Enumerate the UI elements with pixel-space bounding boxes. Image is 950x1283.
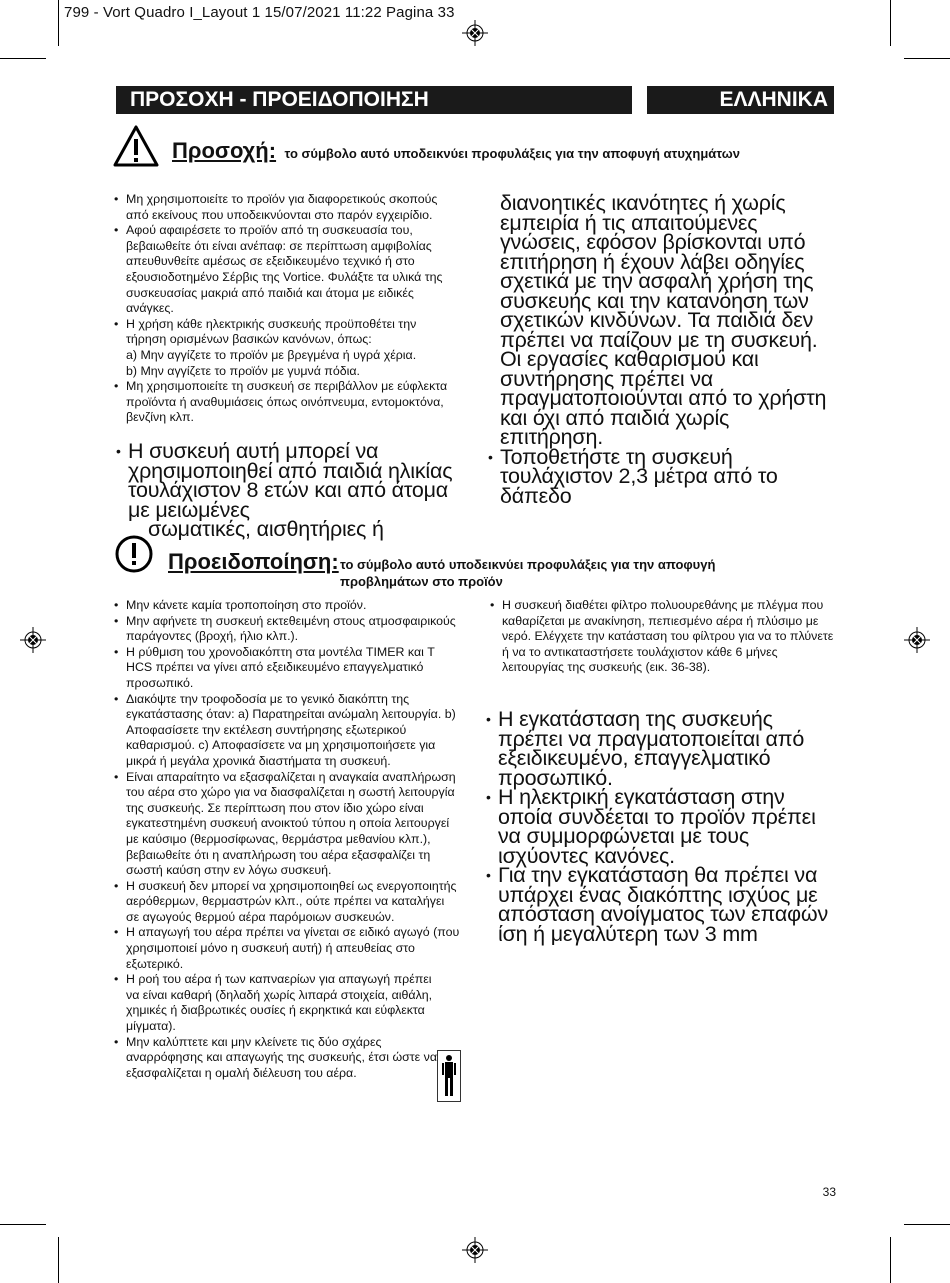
crop-mark: [58, 1237, 59, 1283]
section-banner-left: [116, 86, 632, 114]
crop-mark: [890, 1237, 891, 1283]
list-item: • Η απαγωγή του αέρα πρέπει να γίνεται σε ειδικό αγωγό (που χρησιμοποιεί μόνο η συσκευή αυτή) ή απευθείας στο εξωτερικό.: [114, 925, 460, 971]
list-item: • Η συσκευή δεν μπορεί να χρησιμοποιηθεί ως ενεργοποιητής αερόθερμων, θερμαστρών κλπ., ούτε πρέπει να καταλήγει σε αγωγούς θερμού αέρα παρόμοιων συσκευών.: [114, 878, 457, 924]
big-left-tail: σωματικές, αισθητήριες ή: [148, 517, 384, 541]
list-item: • Για την εγκατάσταση θα πρέπει να υπάρχει ένας διακόπτης ισχύος με απόσταση ανοίγματος των επαφών ίση ή μεγαλύτερη των 3 mm: [486, 863, 828, 946]
registration-mark-icon: [462, 1237, 488, 1263]
caution-big-left: [114, 439, 460, 541]
warning-list: [114, 598, 460, 1081]
list-item: • Η συσκευή αυτή μπορεί να χρησιμοποιηθεί από παιδιά ηλικίας τουλάχιστον 8 ετών και από άτομα με μειωμένες: [116, 439, 453, 522]
caution-triangle-icon: [113, 124, 159, 168]
crop-mark: [904, 1224, 950, 1225]
crop-mark: [890, 0, 891, 46]
list-item: • Μην καλύπτετε και μην κλείνετε τις δύο σχάρες αναρρόφησης και απαγωγής της συσκευής, έτσι ώστε να εξασφαλίζεται η ομαλή διέλευση του αέρα.: [114, 1034, 437, 1080]
language-label: ΕΛΛΗΝΙΚΑ: [719, 88, 828, 111]
list-item: • Η συσκευή διαθέτει φίλτρο πολυουρεθάνης με πλέγμα που καθαρίζεται με ανακίνηση, πεπιεσμένο αέρα ή πλύσιμο με νερό. Ελέγχετε την κατάσταση του φίλτρου για να το πλύνετε ή να το αντικαταστήσετε τουλάχιστον κάθε 6 μήνες λειτουργίας της συσκευής (εικ. 36-38).: [490, 598, 834, 675]
list-item: • Είναι απαραίτητο να εξασφαλίζεται η αναγκαία αναπλήρωση του αέρα στο χώρο για να διασφαλίζεται η σωστή λειτουργία της συσκευής. Σε περίπτωση που στον ίδιο χώρο είναι εγκατεστημένη συσκευή ανοικτού τύπου η οποία λειτουργεί με καύσιμο (θερμοσίφωνας, θερμάστρα μεθανίου κλπ.), βεβαιωθείτε ότι η αναπλήρωση του αέρα εξασφαλίζει τη σωστή καύση στην εν λόγω συσκευή.: [114, 769, 456, 878]
crop-mark: [58, 0, 59, 46]
caution-big-right: [486, 191, 832, 508]
printer-slug: 799 - Vort Quadro I_Layout 1 15/07/2021 11:22 Pagina 33: [64, 4, 455, 21]
list-item: • Η ηλεκτρική εγκατάσταση στην οποία συνδέεται το προϊόν πρέπει να συμμορφώνεται με τους ισχύοντες κανόνες.: [486, 785, 816, 868]
list-item: • Η χρήση κάθε ηλεκτρικής συσκευής προϋποθέτει την τήρηση ορισμένων βασικών κανόνων, όπως: a) Μην αγγίζετε το προϊόν με βρεγμένα ή υγρά χέρια. b) Μην αγγίζετε το προϊόν με γυμνά πόδια.: [114, 317, 454, 379]
warning-right-small: [490, 598, 836, 676]
caution-title: Προσοχή:: [172, 138, 277, 163]
list-item: • Η ροή του αέρα ή των καπναερίων για απαγωγή πρέπει να είναι καθαρή (δηλαδή χωρίς λιπαρά στοιχεία, αιθάλη, χημικές ή διαβρωτικές ουσίες ή εκρηκτικά και εύφλεκτα μίγματα).: [114, 972, 433, 1034]
registration-mark-icon: [462, 20, 488, 46]
rule-a: a) Μην αγγίζετε το προϊόν με βρεγμένα ή υγρά χέρια.: [126, 347, 417, 362]
list-item: • Η εγκατάσταση της συσκευής πρέπει να πραγματοποιείται από εξειδικευμένο, επαγγελματικό προσωπικό.: [486, 707, 805, 790]
language-banner: [647, 86, 834, 114]
caution-subtitle: το σύμβολο αυτό υποδεικνύει προφυλάξεις για την αποφυγή ατυχημάτων: [284, 146, 740, 161]
crop-mark: [904, 58, 950, 59]
page-number: 33: [822, 1185, 836, 1199]
installation-figure-icon: [437, 1050, 461, 1102]
list-item: • Μην κάνετε καμία τροποποίηση στο προϊόν.: [114, 598, 367, 612]
list-item: • Μη χρησιμοποιείτε το προϊόν για διαφορετικούς σκοπούς από εκείνους που υποδεικνύονται στο παρόν εγχειρίδιο.: [114, 192, 438, 222]
list-item: • Μη χρησιμοποιείτε τη συσκευή σε περιβάλλον με εύφλεκτα προϊόντα ή αναθυμιάσεις όπως οινόπνευμα, εντομοκτόνα, βενζίνη κλπ.: [114, 379, 448, 425]
warning-right-big: [484, 707, 836, 946]
warning-title-wrap: [168, 549, 339, 575]
list-item: • Αφού αφαιρέσετε το προϊόν από τη συσκευασία του, βεβαιωθείτε ότι είναι ανέπαφ: σε περίπτωση αμφιβολίας απευθυνθείτε αμέσως σε εξειδικευμένο τεχνικό ή στο εξουσιοδοτημένο Σέρβις της Vortice. Φυλάξτε τα υλικά της συσκευασίας μακριά από παιδιά και άτομα με ειδικές ανάγκες.: [114, 223, 443, 316]
list-item: • Τοποθετήστε τη συσκευή τουλάχιστον 2,3 μέτρα από το δάπεδο: [488, 444, 778, 508]
rule-b: b) Μην αγγίζετε το προϊόν με γυμνά πόδια.: [126, 363, 361, 378]
crop-mark: [0, 58, 46, 59]
registration-mark-icon: [20, 627, 46, 653]
caution-list: [114, 192, 454, 426]
list-item: • Μην αφήνετε τη συσκευή εκτεθειμένη στους ατμοσφαιρικούς παράγοντες (βροχή, ήλιο κλπ.).: [114, 613, 456, 644]
banner-title: ΠΡΟΣΟΧΗ - ΠΡΟΕΙΔΟΠΟΙΗΣΗ: [130, 88, 429, 111]
list-item: • Η ρύθμιση του χρονοδιακόπτη στα μοντέλα TIMER και T HCS πρέπει να γίνει από εξειδικευμένο επαγγελματικό προσωπικό.: [114, 644, 435, 690]
caution-header: [172, 138, 740, 164]
big-right-continued: διανοητικές ικανότητες ή χωρίς εμπειρία ή τις απαιτούμενες γνώσεις, εφόσον βρίσκονται υπό επιτήρηση ή έχουν λάβει οδηγίες σχετικά με την ασφαλή χρήση της συσκευής και την κατανόηση των σχετικών κινδύνων. Τα παιδιά δεν πρέπει να παίζουν με τη συσκευή. Οι εργασίες καθαρισμού και συντήρησης πρέπει να πραγματοποιούνται από το χρήστη και όχι από παιδιά χωρίς επιτήρηση.: [500, 191, 827, 449]
list-item: • Διακόψτε την τροφοδοσία με το γενικό διακόπτη της εγκατάστασης όταν: a) Παρατηρείται ανώμαλη λειτουργία. b) Αποφασίσετε την εκτέλεση συντήρησης εξωτερικού καθαρισμού. c) Αποφασίσετε να μη χρησιμοποιήσετε για μικρά ή μεγάλα χρονικά διαστήματα τη συσκευή.: [114, 691, 456, 768]
warning-subtitle: το σύμβολο αυτό υποδεικνύει προφυλάξεις για την αποφυγή προβλημάτων στο προϊόν: [340, 557, 716, 589]
warning-title: Προειδοποίηση:: [168, 549, 339, 574]
crop-mark: [0, 1224, 46, 1225]
registration-mark-icon: [904, 627, 930, 653]
warning-exclamation-icon: [114, 534, 154, 574]
